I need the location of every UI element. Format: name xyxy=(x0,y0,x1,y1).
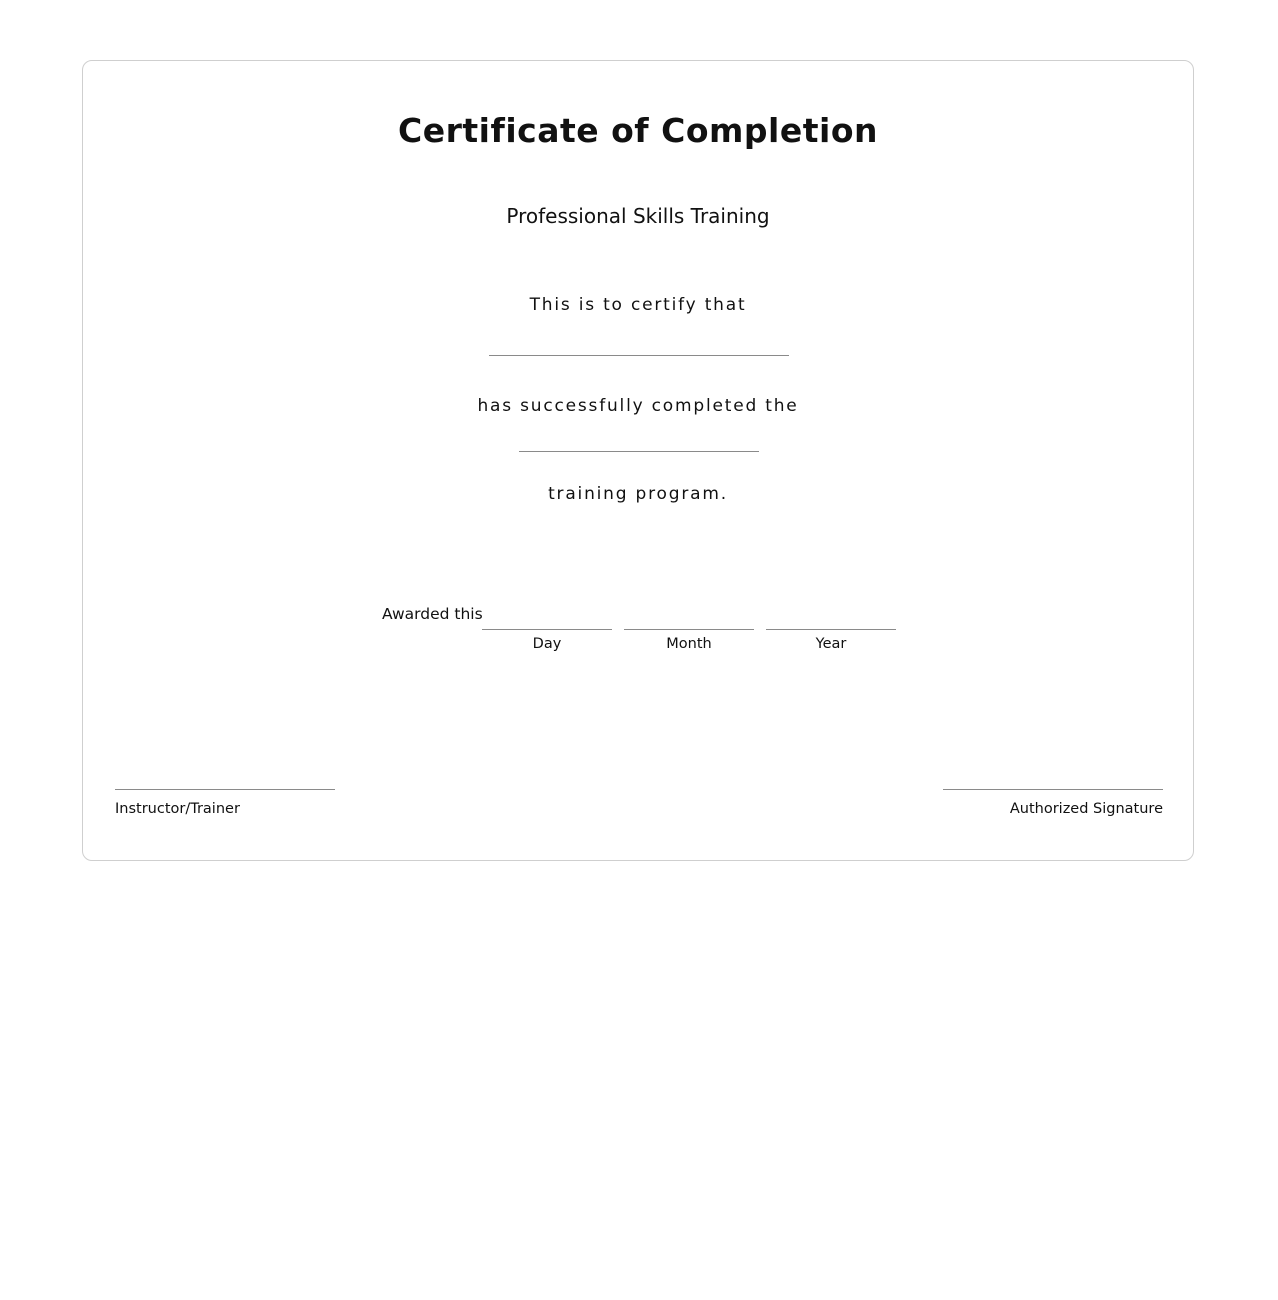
day-field[interactable] xyxy=(482,629,612,654)
month-line[interactable] xyxy=(624,629,754,630)
instructor-signature-block xyxy=(115,789,335,819)
program-statement: training program. xyxy=(548,484,728,504)
year-line[interactable] xyxy=(766,629,896,630)
day-line[interactable] xyxy=(482,629,612,630)
month-field[interactable] xyxy=(624,629,754,654)
certificate-subtitle: Professional Skills Training xyxy=(506,204,770,228)
certificate-title: Certificate of Completion xyxy=(398,111,878,150)
awarded-label: Awarded this xyxy=(382,605,483,623)
year-field[interactable] xyxy=(766,629,896,654)
instructor-signature-label: Instructor/Trainer xyxy=(115,801,240,817)
completed-statement: has successfully completed the xyxy=(477,396,799,416)
certify-statement: This is to certify that xyxy=(529,295,747,315)
instructor-signature-line[interactable] xyxy=(115,789,335,790)
authorized-signature-label: Authorized Signature xyxy=(1009,801,1163,817)
month-caption: Month xyxy=(666,636,712,652)
certificate-card xyxy=(82,60,1194,861)
course-name-line[interactable] xyxy=(519,451,759,452)
recipient-name-line[interactable] xyxy=(489,355,789,356)
authorized-signature-block xyxy=(943,789,1163,819)
year-caption: Year xyxy=(815,636,847,652)
day-caption: Day xyxy=(532,636,562,652)
authorized-signature-line[interactable] xyxy=(943,789,1163,790)
